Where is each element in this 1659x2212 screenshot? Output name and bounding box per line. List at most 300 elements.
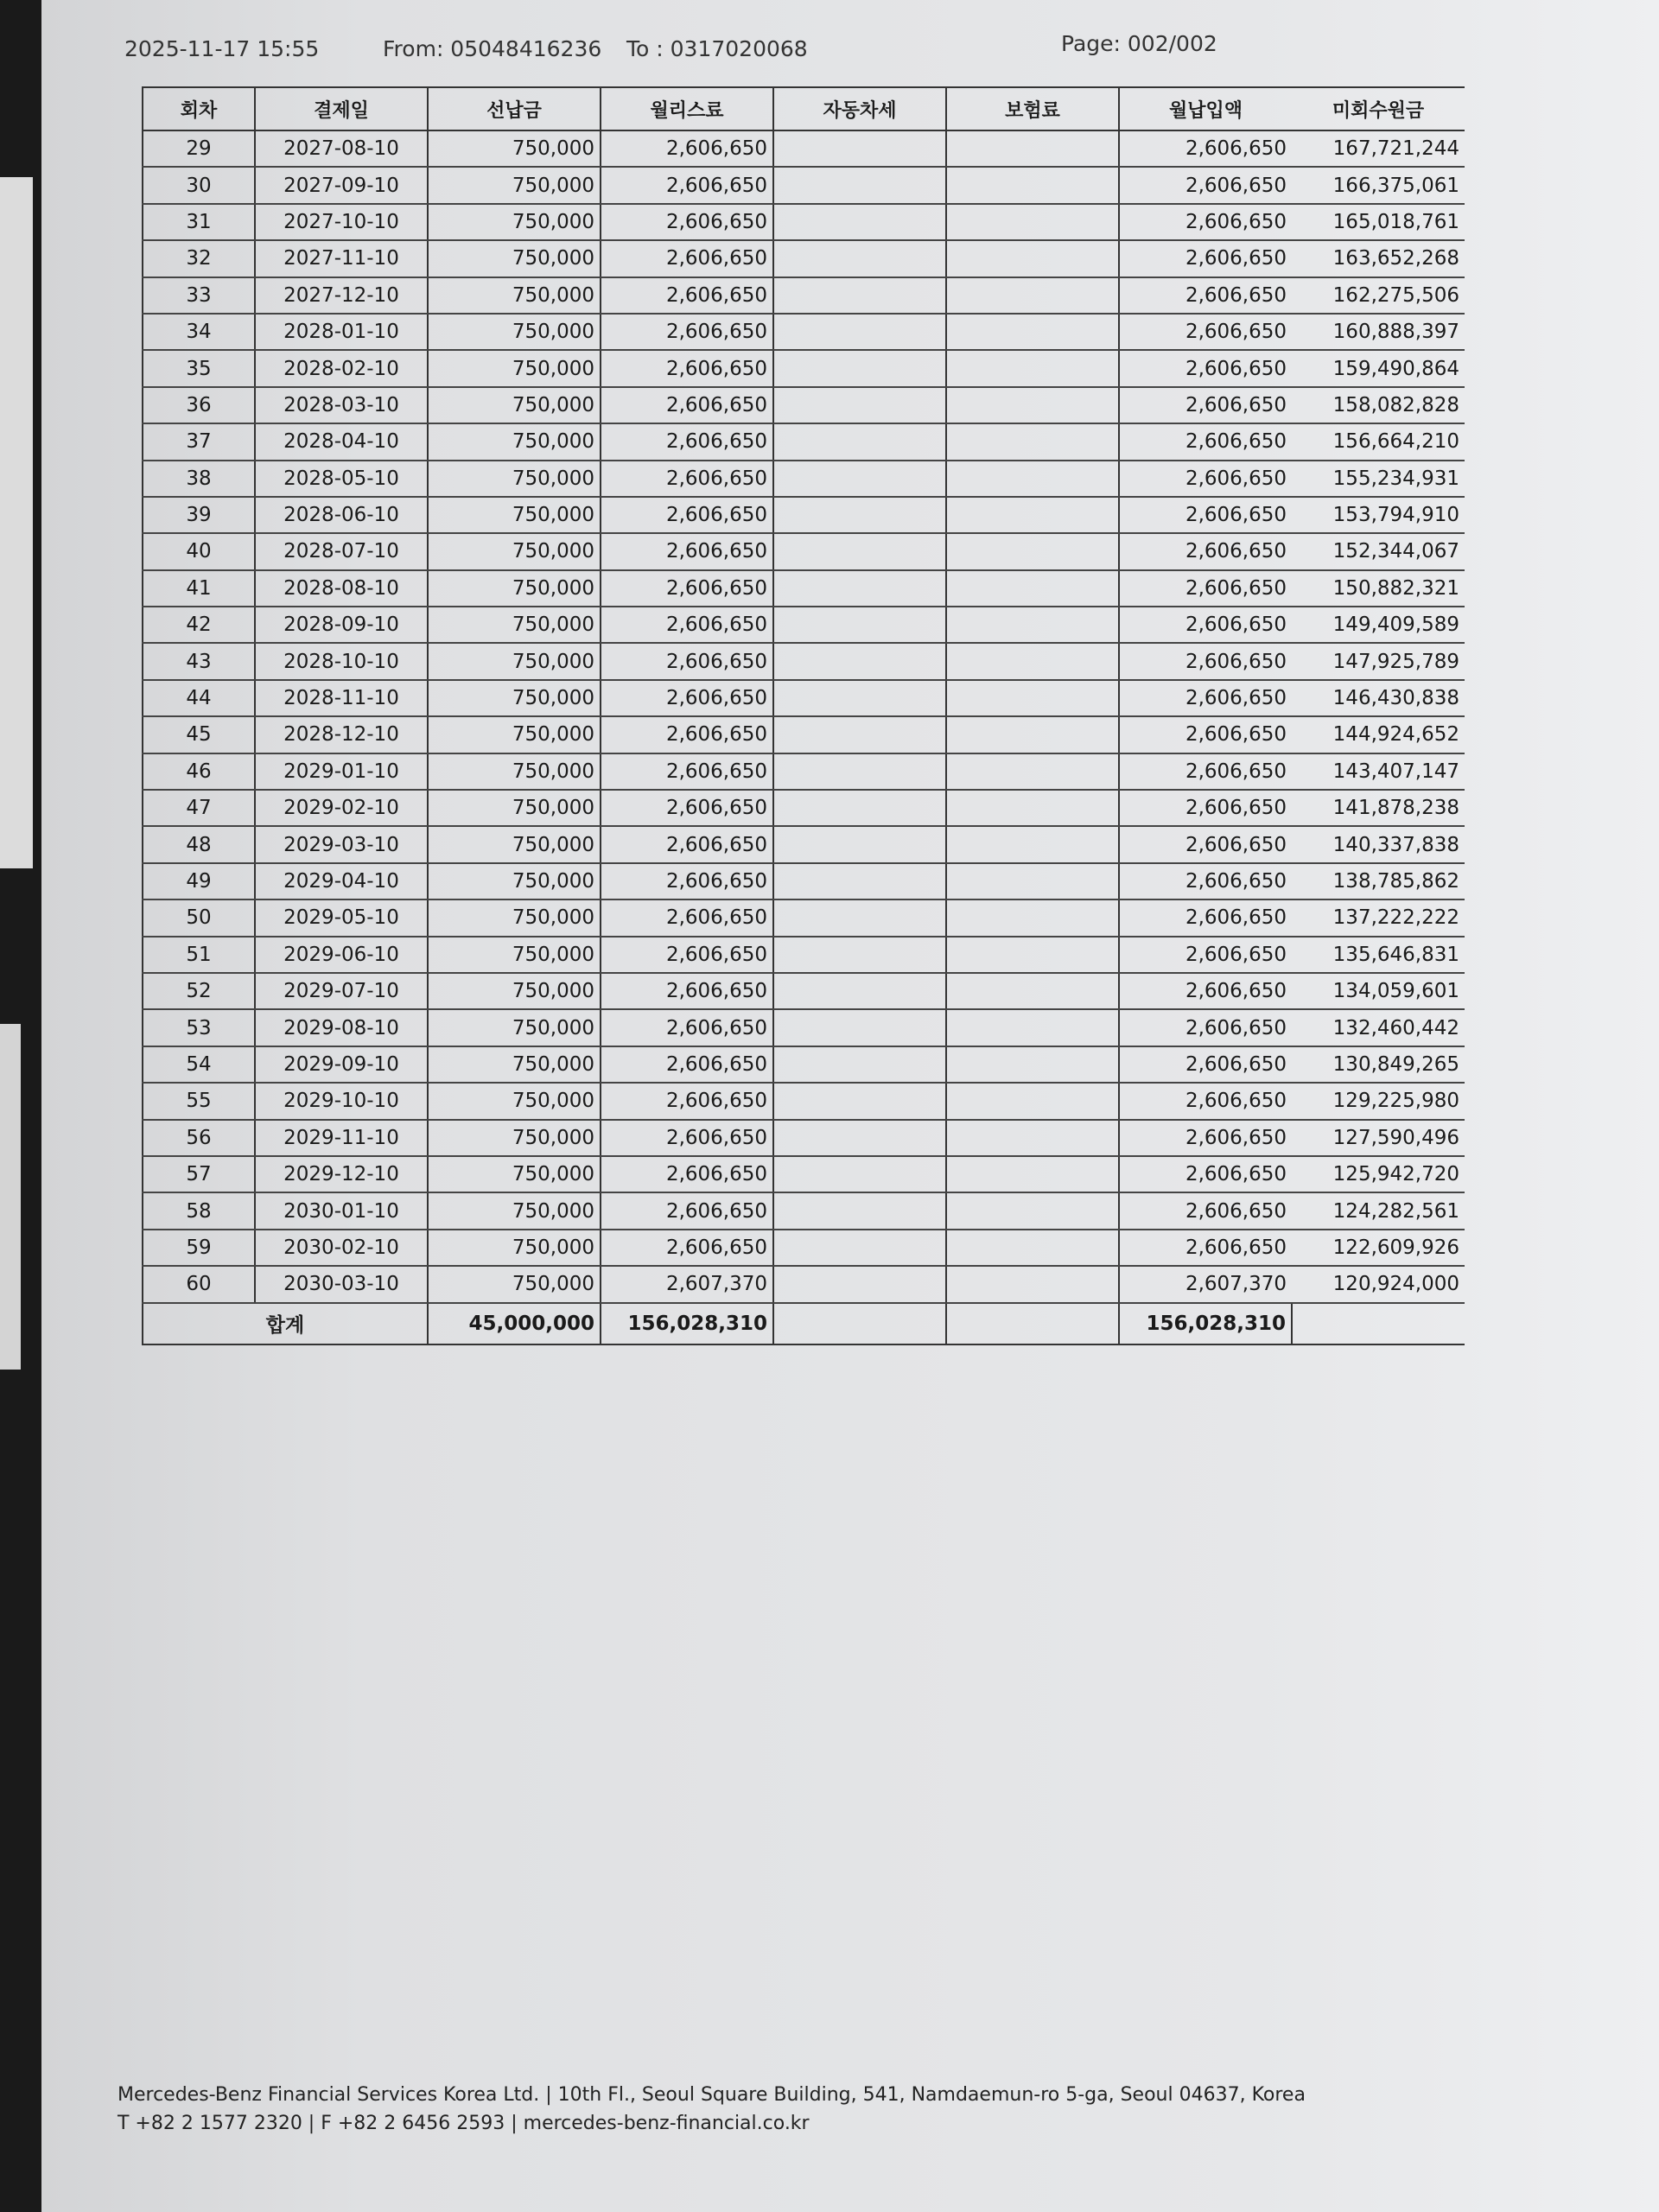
cell-prepayment: 750,000 (428, 497, 601, 533)
cell-insurance (946, 350, 1119, 386)
cell-monthly-payment: 2,606,650 (1119, 937, 1292, 973)
table-row (143, 423, 1465, 460)
cell-monthly-payment: 2,606,650 (1119, 1046, 1292, 1083)
cell-prepayment: 750,000 (428, 1156, 601, 1192)
header-payment-date: 결제일 (255, 87, 428, 130)
cell-lease-fee: 2,606,650 (601, 314, 773, 350)
cell-payment-date: 2029-12-10 (255, 1156, 428, 1192)
cell-prepayment: 750,000 (428, 973, 601, 1009)
cell-car-tax (773, 863, 946, 899)
cell-outstanding-principal: 156,664,210 (1292, 423, 1465, 460)
cell-lease-fee: 2,606,650 (601, 204, 773, 240)
cell-round: 60 (143, 1266, 255, 1302)
cell-insurance (946, 1009, 1119, 1046)
total-label: 합계 (143, 1303, 428, 1344)
cell-monthly-payment: 2,606,650 (1119, 1230, 1292, 1266)
header-insurance: 보험료 (946, 87, 1119, 130)
cell-car-tax (773, 753, 946, 790)
cell-insurance (946, 973, 1119, 1009)
cell-round: 41 (143, 570, 255, 607)
cell-lease-fee: 2,606,650 (601, 863, 773, 899)
cell-insurance (946, 1083, 1119, 1119)
cell-round: 36 (143, 387, 255, 423)
cell-round: 31 (143, 204, 255, 240)
total-prepayment: 45,000,000 (428, 1303, 601, 1344)
cell-car-tax (773, 277, 946, 314)
cell-prepayment: 750,000 (428, 570, 601, 607)
cell-payment-date: 2028-11-10 (255, 680, 428, 716)
cell-car-tax (773, 167, 946, 203)
cell-prepayment: 750,000 (428, 461, 601, 497)
cell-outstanding-principal: 162,275,506 (1292, 277, 1465, 314)
cell-monthly-payment: 2,606,650 (1119, 607, 1292, 643)
cell-monthly-payment: 2,606,650 (1119, 314, 1292, 350)
cell-insurance (946, 277, 1119, 314)
cell-monthly-payment: 2,606,650 (1119, 461, 1292, 497)
cell-payment-date: 2029-02-10 (255, 790, 428, 826)
cell-car-tax (773, 350, 946, 386)
cell-payment-date: 2030-03-10 (255, 1266, 428, 1302)
cell-outstanding-principal: 167,721,244 (1292, 130, 1465, 167)
cell-monthly-payment: 2,606,650 (1119, 533, 1292, 569)
cell-car-tax (773, 204, 946, 240)
cell-prepayment: 750,000 (428, 1120, 601, 1156)
cell-payment-date: 2027-09-10 (255, 167, 428, 203)
cell-prepayment: 750,000 (428, 1009, 601, 1046)
cell-lease-fee: 2,606,650 (601, 350, 773, 386)
cell-outstanding-principal: 124,282,561 (1292, 1192, 1465, 1229)
cell-monthly-payment: 2,606,650 (1119, 570, 1292, 607)
cell-monthly-payment: 2,606,650 (1119, 716, 1292, 753)
cell-payment-date: 2029-09-10 (255, 1046, 428, 1083)
cell-outstanding-principal: 135,646,831 (1292, 937, 1465, 973)
cell-round: 48 (143, 826, 255, 862)
cell-prepayment: 750,000 (428, 277, 601, 314)
cell-car-tax (773, 1120, 946, 1156)
cell-prepayment: 750,000 (428, 716, 601, 753)
table-row (143, 899, 1465, 936)
cell-insurance (946, 1230, 1119, 1266)
cell-round: 57 (143, 1156, 255, 1192)
cell-insurance (946, 130, 1119, 167)
cell-round: 51 (143, 937, 255, 973)
cell-car-tax (773, 1156, 946, 1192)
cell-insurance (946, 826, 1119, 862)
cell-car-tax (773, 387, 946, 423)
cell-round: 55 (143, 1083, 255, 1119)
cell-round: 46 (143, 753, 255, 790)
cell-outstanding-principal: 132,460,442 (1292, 1009, 1465, 1046)
cell-car-tax (773, 607, 946, 643)
cell-monthly-payment: 2,606,650 (1119, 790, 1292, 826)
cell-prepayment: 750,000 (428, 1083, 601, 1119)
cell-lease-fee: 2,606,650 (601, 643, 773, 679)
cell-prepayment: 750,000 (428, 937, 601, 973)
cell-insurance (946, 1046, 1119, 1083)
cell-round: 59 (143, 1230, 255, 1266)
cell-insurance (946, 461, 1119, 497)
cell-lease-fee: 2,606,650 (601, 277, 773, 314)
cell-insurance (946, 314, 1119, 350)
cell-insurance (946, 1156, 1119, 1192)
cell-lease-fee: 2,606,650 (601, 937, 773, 973)
cell-outstanding-principal: 138,785,862 (1292, 863, 1465, 899)
table-row (143, 570, 1465, 607)
cell-prepayment: 750,000 (428, 899, 601, 936)
background-paper-edge (0, 1024, 21, 1370)
fax-page (41, 0, 1659, 2212)
cell-outstanding-principal: 153,794,910 (1292, 497, 1465, 533)
cell-monthly-payment: 2,606,650 (1119, 680, 1292, 716)
cell-outstanding-principal: 149,409,589 (1292, 607, 1465, 643)
cell-payment-date: 2028-06-10 (255, 497, 428, 533)
cell-lease-fee: 2,607,370 (601, 1266, 773, 1302)
cell-round: 43 (143, 643, 255, 679)
cell-car-tax (773, 240, 946, 276)
cell-car-tax (773, 973, 946, 1009)
table-row (143, 753, 1465, 790)
cell-car-tax (773, 130, 946, 167)
cell-prepayment: 750,000 (428, 314, 601, 350)
cell-payment-date: 2029-11-10 (255, 1120, 428, 1156)
cell-monthly-payment: 2,606,650 (1119, 973, 1292, 1009)
footer-contact: T +82 2 1577 2320 | F +82 2 6456 2593 | mercedes-benz-financial.co.kr (118, 2113, 810, 2134)
cell-lease-fee: 2,606,650 (601, 1083, 773, 1119)
cell-monthly-payment: 2,606,650 (1119, 1156, 1292, 1192)
cell-lease-fee: 2,606,650 (601, 1009, 773, 1046)
cell-round: 44 (143, 680, 255, 716)
table-row (143, 497, 1465, 533)
cell-lease-fee: 2,606,650 (601, 607, 773, 643)
cell-monthly-payment: 2,606,650 (1119, 1192, 1292, 1229)
table-row (143, 716, 1465, 753)
cell-lease-fee: 2,606,650 (601, 826, 773, 862)
cell-prepayment: 750,000 (428, 1046, 601, 1083)
fax-from: From: 05048416236 (383, 36, 602, 61)
cell-insurance (946, 570, 1119, 607)
cell-round: 42 (143, 607, 255, 643)
cell-outstanding-principal: 146,430,838 (1292, 680, 1465, 716)
cell-round: 38 (143, 461, 255, 497)
cell-prepayment: 750,000 (428, 753, 601, 790)
table-row (143, 1083, 1465, 1119)
cell-monthly-payment: 2,607,370 (1119, 1266, 1292, 1302)
cell-lease-fee: 2,606,650 (601, 497, 773, 533)
table-row (143, 1046, 1465, 1083)
header-car-tax: 자동차세 (773, 87, 946, 130)
cell-payment-date: 2029-04-10 (255, 863, 428, 899)
cell-payment-date: 2028-04-10 (255, 423, 428, 460)
cell-payment-date: 2028-03-10 (255, 387, 428, 423)
cell-outstanding-principal: 140,337,838 (1292, 826, 1465, 862)
cell-monthly-payment: 2,606,650 (1119, 497, 1292, 533)
cell-prepayment: 750,000 (428, 423, 601, 460)
cell-payment-date: 2029-05-10 (255, 899, 428, 936)
cell-outstanding-principal: 165,018,761 (1292, 204, 1465, 240)
cell-prepayment: 750,000 (428, 1266, 601, 1302)
table-row (143, 533, 1465, 569)
cell-insurance (946, 607, 1119, 643)
table-row (143, 1009, 1465, 1046)
table-row (143, 1266, 1465, 1302)
cell-round: 56 (143, 1120, 255, 1156)
cell-monthly-payment: 2,606,650 (1119, 826, 1292, 862)
footer-address: Mercedes-Benz Financial Services Korea Ltd. | 10th Fl., Seoul Square Building, 541, Namdaemun-ro 5-ga, Seoul 04637, Korea (118, 2084, 1306, 2106)
cell-round: 35 (143, 350, 255, 386)
cell-insurance (946, 497, 1119, 533)
cell-car-tax (773, 1046, 946, 1083)
table-header-row (143, 87, 1465, 130)
cell-lease-fee: 2,606,650 (601, 570, 773, 607)
cell-car-tax (773, 533, 946, 569)
cell-prepayment: 750,000 (428, 240, 601, 276)
table-row (143, 130, 1465, 167)
cell-lease-fee: 2,606,650 (601, 1046, 773, 1083)
cell-outstanding-principal: 166,375,061 (1292, 167, 1465, 203)
cell-insurance (946, 643, 1119, 679)
cell-payment-date: 2028-05-10 (255, 461, 428, 497)
cell-round: 39 (143, 497, 255, 533)
cell-outstanding-principal: 158,082,828 (1292, 387, 1465, 423)
company-footer (118, 2081, 1306, 2138)
table-row (143, 314, 1465, 350)
table-row (143, 350, 1465, 386)
cell-lease-fee: 2,606,650 (601, 533, 773, 569)
cell-outstanding-principal: 163,652,268 (1292, 240, 1465, 276)
cell-prepayment: 750,000 (428, 1192, 601, 1229)
cell-outstanding-principal: 152,344,067 (1292, 533, 1465, 569)
cell-outstanding-principal: 120,924,000 (1292, 1266, 1465, 1302)
cell-lease-fee: 2,606,650 (601, 387, 773, 423)
cell-prepayment: 750,000 (428, 790, 601, 826)
cell-car-tax (773, 314, 946, 350)
cell-monthly-payment: 2,606,650 (1119, 1120, 1292, 1156)
cell-outstanding-principal: 160,888,397 (1292, 314, 1465, 350)
cell-lease-fee: 2,606,650 (601, 461, 773, 497)
cell-car-tax (773, 680, 946, 716)
cell-outstanding-principal: 159,490,864 (1292, 350, 1465, 386)
table-row (143, 204, 1465, 240)
cell-prepayment: 750,000 (428, 1230, 601, 1266)
cell-round: 53 (143, 1009, 255, 1046)
payment-schedule-table (142, 86, 1465, 1345)
table-row (143, 826, 1465, 862)
cell-outstanding-principal: 147,925,789 (1292, 643, 1465, 679)
table-row (143, 167, 1465, 203)
table-row (143, 1192, 1465, 1229)
table-row (143, 863, 1465, 899)
cell-car-tax (773, 461, 946, 497)
cell-outstanding-principal: 134,059,601 (1292, 973, 1465, 1009)
table-row (143, 680, 1465, 716)
total-insurance (946, 1303, 1119, 1344)
background-paper-edge (0, 177, 33, 868)
cell-outstanding-principal: 122,609,926 (1292, 1230, 1465, 1266)
cell-round: 32 (143, 240, 255, 276)
cell-payment-date: 2029-01-10 (255, 753, 428, 790)
table-row (143, 607, 1465, 643)
cell-insurance (946, 863, 1119, 899)
cell-monthly-payment: 2,606,650 (1119, 1009, 1292, 1046)
cell-monthly-payment: 2,606,650 (1119, 423, 1292, 460)
cell-lease-fee: 2,606,650 (601, 1230, 773, 1266)
cell-outstanding-principal: 129,225,980 (1292, 1083, 1465, 1119)
cell-insurance (946, 387, 1119, 423)
total-row (143, 1303, 1465, 1344)
cell-lease-fee: 2,606,650 (601, 973, 773, 1009)
cell-payment-date: 2027-12-10 (255, 277, 428, 314)
cell-outstanding-principal: 143,407,147 (1292, 753, 1465, 790)
cell-prepayment: 750,000 (428, 863, 601, 899)
cell-monthly-payment: 2,606,650 (1119, 240, 1292, 276)
cell-payment-date: 2029-06-10 (255, 937, 428, 973)
cell-round: 47 (143, 790, 255, 826)
cell-round: 52 (143, 973, 255, 1009)
cell-payment-date: 2027-11-10 (255, 240, 428, 276)
cell-round: 34 (143, 314, 255, 350)
cell-insurance (946, 240, 1119, 276)
cell-car-tax (773, 1009, 946, 1046)
fax-datetime: 2025-11-17 15:55 (124, 36, 320, 61)
cell-car-tax (773, 423, 946, 460)
cell-car-tax (773, 1230, 946, 1266)
cell-prepayment: 750,000 (428, 533, 601, 569)
cell-insurance (946, 753, 1119, 790)
cell-payment-date: 2029-08-10 (255, 1009, 428, 1046)
cell-round: 37 (143, 423, 255, 460)
cell-car-tax (773, 937, 946, 973)
cell-prepayment: 750,000 (428, 680, 601, 716)
cell-prepayment: 750,000 (428, 643, 601, 679)
cell-insurance (946, 1266, 1119, 1302)
fax-page-number: Page: 002/002 (1061, 31, 1217, 56)
cell-prepayment: 750,000 (428, 167, 601, 203)
cell-car-tax (773, 1192, 946, 1229)
fax-to: To : 0317020068 (626, 36, 808, 61)
cell-insurance (946, 716, 1119, 753)
cell-car-tax (773, 899, 946, 936)
header-round: 회차 (143, 87, 255, 130)
cell-round: 33 (143, 277, 255, 314)
cell-round: 50 (143, 899, 255, 936)
cell-monthly-payment: 2,606,650 (1119, 204, 1292, 240)
header-lease-fee: 월리스료 (601, 87, 773, 130)
total-monthly-payment: 156,028,310 (1119, 1303, 1292, 1344)
table-row (143, 387, 1465, 423)
table-row (143, 937, 1465, 973)
cell-car-tax (773, 826, 946, 862)
cell-insurance (946, 1120, 1119, 1156)
cell-lease-fee: 2,606,650 (601, 167, 773, 203)
cell-monthly-payment: 2,606,650 (1119, 753, 1292, 790)
cell-payment-date: 2028-12-10 (255, 716, 428, 753)
cell-outstanding-principal: 150,882,321 (1292, 570, 1465, 607)
table-row (143, 461, 1465, 497)
cell-lease-fee: 2,606,650 (601, 423, 773, 460)
cell-payment-date: 2028-08-10 (255, 570, 428, 607)
cell-prepayment: 750,000 (428, 204, 601, 240)
cell-outstanding-principal: 144,924,652 (1292, 716, 1465, 753)
table-row (143, 1120, 1465, 1156)
cell-insurance (946, 204, 1119, 240)
total-lease-fee: 156,028,310 (601, 1303, 773, 1344)
cell-monthly-payment: 2,606,650 (1119, 643, 1292, 679)
cell-car-tax (773, 643, 946, 679)
total-car-tax (773, 1303, 946, 1344)
cell-prepayment: 750,000 (428, 350, 601, 386)
table-row (143, 1230, 1465, 1266)
cell-payment-date: 2030-01-10 (255, 1192, 428, 1229)
cell-round: 29 (143, 130, 255, 167)
cell-lease-fee: 2,606,650 (601, 1156, 773, 1192)
cell-outstanding-principal: 130,849,265 (1292, 1046, 1465, 1083)
cell-outstanding-principal: 125,942,720 (1292, 1156, 1465, 1192)
cell-round: 40 (143, 533, 255, 569)
cell-prepayment: 750,000 (428, 607, 601, 643)
cell-outstanding-principal: 155,234,931 (1292, 461, 1465, 497)
cell-monthly-payment: 2,606,650 (1119, 899, 1292, 936)
cell-lease-fee: 2,606,650 (601, 240, 773, 276)
cell-lease-fee: 2,606,650 (601, 130, 773, 167)
cell-prepayment: 750,000 (428, 826, 601, 862)
header-prepayment: 선납금 (428, 87, 601, 130)
cell-payment-date: 2028-02-10 (255, 350, 428, 386)
cell-prepayment: 750,000 (428, 130, 601, 167)
cell-monthly-payment: 2,606,650 (1119, 350, 1292, 386)
header-outstanding-principal: 미회수원금 (1292, 87, 1465, 130)
cell-insurance (946, 680, 1119, 716)
cell-round: 30 (143, 167, 255, 203)
table-row (143, 277, 1465, 314)
table-row (143, 643, 1465, 679)
cell-insurance (946, 423, 1119, 460)
cell-lease-fee: 2,606,650 (601, 1192, 773, 1229)
total-outstanding-principal (1292, 1303, 1465, 1344)
cell-monthly-payment: 2,606,650 (1119, 130, 1292, 167)
cell-insurance (946, 167, 1119, 203)
cell-payment-date: 2028-09-10 (255, 607, 428, 643)
cell-car-tax (773, 570, 946, 607)
cell-round: 58 (143, 1192, 255, 1229)
cell-monthly-payment: 2,606,650 (1119, 167, 1292, 203)
table-row (143, 973, 1465, 1009)
cell-monthly-payment: 2,606,650 (1119, 387, 1292, 423)
table-row (143, 1156, 1465, 1192)
cell-prepayment: 750,000 (428, 387, 601, 423)
cell-round: 45 (143, 716, 255, 753)
cell-insurance (946, 790, 1119, 826)
cell-lease-fee: 2,606,650 (601, 716, 773, 753)
cell-lease-fee: 2,606,650 (601, 753, 773, 790)
cell-payment-date: 2030-02-10 (255, 1230, 428, 1266)
cell-payment-date: 2028-10-10 (255, 643, 428, 679)
cell-lease-fee: 2,606,650 (601, 1120, 773, 1156)
cell-payment-date: 2029-10-10 (255, 1083, 428, 1119)
cell-outstanding-principal: 137,222,222 (1292, 899, 1465, 936)
cell-insurance (946, 937, 1119, 973)
cell-monthly-payment: 2,606,650 (1119, 863, 1292, 899)
cell-round: 49 (143, 863, 255, 899)
cell-monthly-payment: 2,606,650 (1119, 1083, 1292, 1119)
table-row (143, 790, 1465, 826)
cell-monthly-payment: 2,606,650 (1119, 277, 1292, 314)
cell-payment-date: 2028-01-10 (255, 314, 428, 350)
cell-car-tax (773, 716, 946, 753)
cell-insurance (946, 533, 1119, 569)
cell-payment-date: 2027-10-10 (255, 204, 428, 240)
cell-payment-date: 2029-03-10 (255, 826, 428, 862)
cell-car-tax (773, 1266, 946, 1302)
